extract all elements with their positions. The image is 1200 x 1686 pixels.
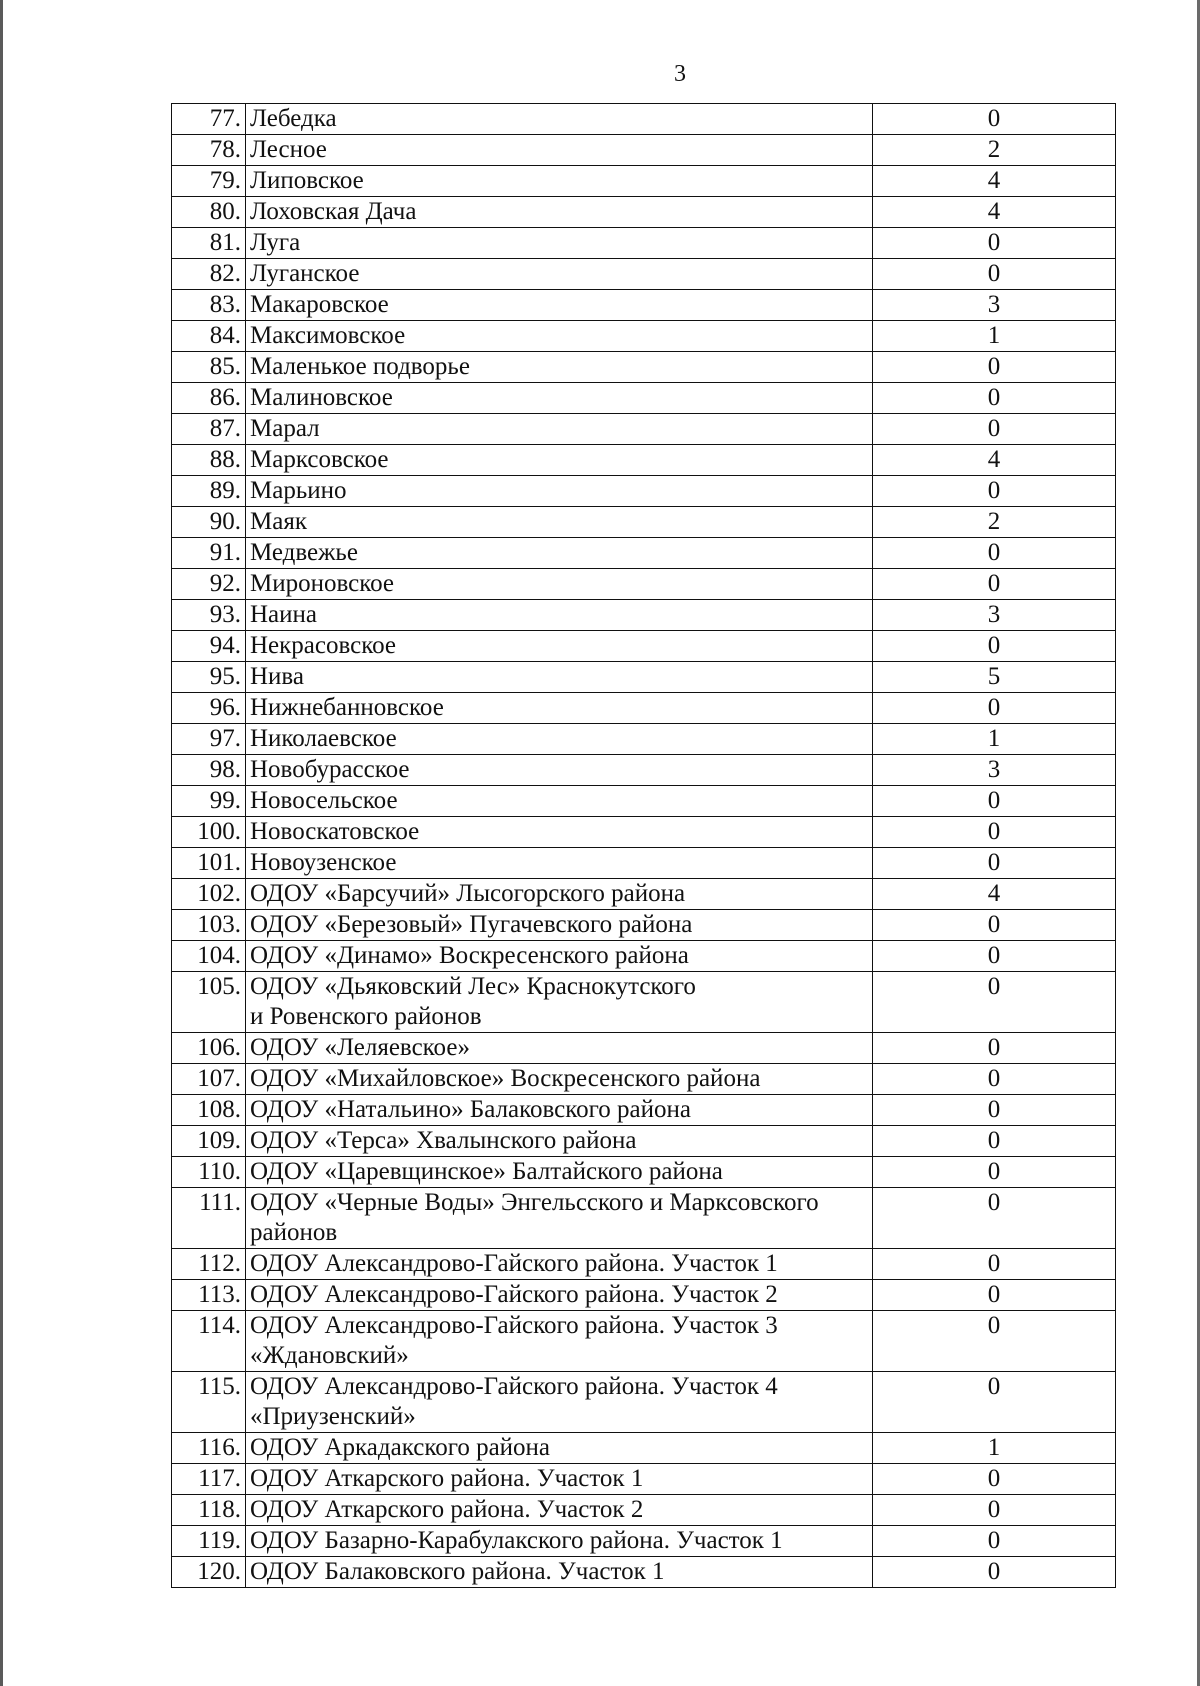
row-name-line: Маяк [250, 508, 307, 535]
table-row [172, 414, 1116, 445]
table-row [172, 569, 1116, 600]
table-row [172, 1188, 1116, 1249]
row-name-line: ОДОУ Базарно-Карабулакского района. Участок 1 [250, 1527, 783, 1554]
table-row [172, 507, 1116, 538]
row-number: 89. [172, 476, 246, 507]
table-row [172, 321, 1116, 352]
row-name [246, 693, 873, 724]
row-value: 0 [873, 569, 1116, 600]
table-row [172, 1095, 1116, 1126]
table-row [172, 600, 1116, 631]
row-name-line: ОДОУ «Терса» Хвалынского района [250, 1127, 637, 1154]
row-value: 3 [873, 600, 1116, 631]
table-row [172, 1033, 1116, 1064]
table-row [172, 476, 1116, 507]
row-number: 110. [172, 1157, 246, 1188]
row-name [246, 1372, 873, 1433]
table-row [172, 910, 1116, 941]
table-row [172, 1311, 1116, 1372]
row-name-line: ОДОУ «Барсучий» Лысогорского района [250, 880, 686, 907]
row-value: 0 [873, 1095, 1116, 1126]
row-name [246, 1311, 873, 1372]
row-value: 0 [873, 538, 1116, 569]
row-name-line: ОДОУ «Леляевское» [250, 1034, 470, 1061]
row-name [246, 1188, 873, 1249]
row-name-line: ОДОУ Александрово-Гайского района. Участок 1 [250, 1250, 778, 1277]
row-number: 114. [172, 1311, 246, 1372]
row-value: 3 [873, 290, 1116, 321]
row-value: 2 [873, 507, 1116, 538]
row-number: 88. [172, 445, 246, 476]
row-name-line: ОДОУ Александрово-Гайского района. Участок 2 [250, 1281, 778, 1308]
row-number: 106. [172, 1033, 246, 1064]
row-name-line: ОДОУ «Михайловское» Воскресенского района [250, 1065, 761, 1092]
row-name [246, 941, 873, 972]
table-row [172, 290, 1116, 321]
row-name [246, 972, 873, 1033]
row-name [246, 879, 873, 910]
row-number: 107. [172, 1064, 246, 1095]
row-value: 0 [873, 1464, 1116, 1495]
row-value: 1 [873, 321, 1116, 352]
row-number: 79. [172, 166, 246, 197]
row-number: 115. [172, 1372, 246, 1433]
table-row [172, 1126, 1116, 1157]
row-value: 0 [873, 1249, 1116, 1280]
row-name-line: ОДОУ «Динамо» Воскресенского района [250, 942, 689, 969]
row-name [246, 1495, 873, 1526]
table-row [172, 1157, 1116, 1188]
row-value: 0 [873, 228, 1116, 259]
row-name-line-2: районов [250, 1219, 338, 1246]
row-number: 113. [172, 1280, 246, 1311]
table-row [172, 259, 1116, 290]
row-number: 99. [172, 786, 246, 817]
row-name [246, 414, 873, 445]
row-number: 85. [172, 352, 246, 383]
row-name-line-2: «Ждановский» [250, 1342, 409, 1369]
row-name [246, 724, 873, 755]
row-number: 112. [172, 1249, 246, 1280]
table-row [172, 1064, 1116, 1095]
page-number: 3 [674, 61, 686, 87]
row-number: 90. [172, 507, 246, 538]
row-number: 119. [172, 1526, 246, 1557]
row-name [246, 1126, 873, 1157]
row-name [246, 569, 873, 600]
row-name [246, 848, 873, 879]
table-row [172, 1526, 1116, 1557]
row-name-line: Нижнебанновское [250, 694, 444, 721]
row-number: 102. [172, 879, 246, 910]
row-name [246, 1249, 873, 1280]
row-value: 0 [873, 1033, 1116, 1064]
table-row [172, 879, 1116, 910]
row-number: 109. [172, 1126, 246, 1157]
row-name [246, 600, 873, 631]
row-value: 0 [873, 848, 1116, 879]
row-name [246, 755, 873, 786]
row-name [246, 290, 873, 321]
row-name-line: Малиновское [250, 384, 393, 411]
table-row [172, 693, 1116, 724]
table-row [172, 445, 1116, 476]
row-number: 86. [172, 383, 246, 414]
table-row [172, 1557, 1116, 1588]
row-value: 1 [873, 1433, 1116, 1464]
row-name-line: Наина [250, 601, 318, 628]
row-number: 104. [172, 941, 246, 972]
row-value: 4 [873, 879, 1116, 910]
row-name-line: ОДОУ Аркадакского района [250, 1434, 551, 1461]
row-name-line: Николаевское [250, 725, 397, 752]
row-number: 120. [172, 1557, 246, 1588]
row-name-line: Луганское [250, 260, 360, 287]
row-name-line: Луга [250, 229, 301, 256]
row-value: 0 [873, 1495, 1116, 1526]
table-row [172, 848, 1116, 879]
row-value: 0 [873, 383, 1116, 414]
row-name [246, 631, 873, 662]
table-row [172, 135, 1116, 166]
row-number: 118. [172, 1495, 246, 1526]
row-number: 77. [172, 104, 246, 135]
row-name [246, 135, 873, 166]
row-value: 0 [873, 972, 1116, 1033]
table-row [172, 631, 1116, 662]
row-number: 87. [172, 414, 246, 445]
table-row [172, 1433, 1116, 1464]
row-number: 82. [172, 259, 246, 290]
scan-edge-left [0, 0, 3, 1686]
row-value: 0 [873, 352, 1116, 383]
table-row [172, 383, 1116, 414]
row-value: 0 [873, 1064, 1116, 1095]
row-name [246, 662, 873, 693]
row-number: 93. [172, 600, 246, 631]
row-name-line: Нива [250, 663, 305, 690]
row-name-line-2: «Приузенский» [250, 1403, 416, 1430]
row-name-line: Маленькое подворье [250, 353, 470, 380]
row-value: 0 [873, 1557, 1116, 1588]
row-name [246, 1526, 873, 1557]
row-name [246, 259, 873, 290]
row-name [246, 817, 873, 848]
row-name-line: Новоскатовское [250, 818, 420, 845]
table-row [172, 1280, 1116, 1311]
row-name-line: Новобурасское [250, 756, 410, 783]
row-name-line-2: и Ровенского районов [250, 1003, 482, 1030]
row-value: 0 [873, 1280, 1116, 1311]
row-value: 0 [873, 104, 1116, 135]
row-number: 100. [172, 817, 246, 848]
row-name-line: Макаровское [250, 291, 389, 318]
table-row [172, 755, 1116, 786]
row-number: 111. [172, 1188, 246, 1249]
row-number: 92. [172, 569, 246, 600]
table-row [172, 662, 1116, 693]
table-body [172, 104, 1116, 1588]
row-number: 105. [172, 972, 246, 1033]
row-number: 116. [172, 1433, 246, 1464]
table-row [172, 352, 1116, 383]
row-number: 84. [172, 321, 246, 352]
table-row [172, 104, 1116, 135]
table-row [172, 166, 1116, 197]
row-name [246, 1064, 873, 1095]
row-number: 81. [172, 228, 246, 259]
row-name-line: ОДОУ Аткарского района. Участок 1 [250, 1465, 644, 1492]
row-value: 0 [873, 817, 1116, 848]
row-number: 80. [172, 197, 246, 228]
row-name-line: ОДОУ «Дьяковский Лес» Краснокутского [250, 973, 696, 1000]
row-value: 0 [873, 941, 1116, 972]
row-value: 4 [873, 445, 1116, 476]
row-value: 0 [873, 1372, 1116, 1433]
row-number: 108. [172, 1095, 246, 1126]
row-value: 0 [873, 1311, 1116, 1372]
row-name-line: Липовское [250, 167, 364, 194]
row-number: 94. [172, 631, 246, 662]
row-name-line: Марксовское [250, 446, 389, 473]
row-value: 4 [873, 166, 1116, 197]
row-name [246, 166, 873, 197]
row-name-line: ОДОУ «Черные Воды» Энгельсского и Марксовского [250, 1189, 819, 1216]
row-number: 117. [172, 1464, 246, 1495]
row-name-line: Марьино [250, 477, 347, 504]
table-row [172, 1249, 1116, 1280]
table-row [172, 972, 1116, 1033]
row-number: 78. [172, 135, 246, 166]
row-name [246, 228, 873, 259]
table-row [172, 228, 1116, 259]
row-name [246, 104, 873, 135]
table-row [172, 197, 1116, 228]
row-name-line: ОДОУ «Березовый» Пугачевского района [250, 911, 693, 938]
row-number: 101. [172, 848, 246, 879]
row-name-line: Мироновское [250, 570, 395, 597]
table-row [172, 1464, 1116, 1495]
row-name [246, 476, 873, 507]
row-name [246, 383, 873, 414]
row-number: 96. [172, 693, 246, 724]
row-name [246, 1433, 873, 1464]
row-number: 97. [172, 724, 246, 755]
row-name-line: Максимовское [250, 322, 406, 349]
row-value: 0 [873, 1526, 1116, 1557]
row-name [246, 1280, 873, 1311]
row-value: 0 [873, 259, 1116, 290]
row-name-line: ОДОУ «Царевщинское» Балтайского района [250, 1158, 723, 1185]
table-row [172, 817, 1116, 848]
row-number: 98. [172, 755, 246, 786]
table-row [172, 538, 1116, 569]
table-row [172, 941, 1116, 972]
row-number: 103. [172, 910, 246, 941]
row-name [246, 1157, 873, 1188]
row-value: 0 [873, 1157, 1116, 1188]
row-number: 91. [172, 538, 246, 569]
row-name-line: Лоховская Дача [250, 198, 417, 225]
row-name-line: Новоузенское [250, 849, 397, 876]
row-name [246, 352, 873, 383]
row-name [246, 1095, 873, 1126]
row-name-line: Медвежье [250, 539, 358, 566]
row-number: 95. [172, 662, 246, 693]
row-name-line: Лесное [250, 136, 327, 163]
row-name-line: Новосельское [250, 787, 398, 814]
row-value: 3 [873, 755, 1116, 786]
row-name-line: Марал [250, 415, 320, 442]
row-value: 0 [873, 414, 1116, 445]
row-name-line: Некрасовское [250, 632, 397, 659]
row-name [246, 1033, 873, 1064]
row-name [246, 445, 873, 476]
row-value: 0 [873, 1188, 1116, 1249]
row-name [246, 538, 873, 569]
row-name-line: ОДОУ Александрово-Гайского района. Участок 4 [250, 1373, 778, 1400]
row-name [246, 507, 873, 538]
table-row [172, 1495, 1116, 1526]
row-value: 4 [873, 197, 1116, 228]
row-value: 1 [873, 724, 1116, 755]
table-row [172, 1372, 1116, 1433]
row-name-line: ОДОУ Аткарского района. Участок 2 [250, 1496, 644, 1523]
row-name [246, 786, 873, 817]
row-value: 0 [873, 693, 1116, 724]
row-value: 5 [873, 662, 1116, 693]
row-value: 0 [873, 1126, 1116, 1157]
row-name [246, 321, 873, 352]
row-name [246, 910, 873, 941]
row-value: 0 [873, 476, 1116, 507]
data-table [171, 103, 1116, 1588]
row-name-line: Лебедка [250, 105, 337, 132]
table-row [172, 786, 1116, 817]
row-name-line: ОДОУ Балаковского района. Участок 1 [250, 1558, 665, 1585]
row-value: 0 [873, 786, 1116, 817]
row-name-line: ОДОУ «Натальино» Балаковского района [250, 1096, 691, 1123]
row-value: 0 [873, 910, 1116, 941]
row-number: 83. [172, 290, 246, 321]
table-row [172, 724, 1116, 755]
row-value: 2 [873, 135, 1116, 166]
row-name [246, 197, 873, 228]
row-name-line: ОДОУ Александрово-Гайского района. Участок 3 [250, 1312, 778, 1339]
row-name [246, 1557, 873, 1588]
row-value: 0 [873, 631, 1116, 662]
row-name [246, 1464, 873, 1495]
